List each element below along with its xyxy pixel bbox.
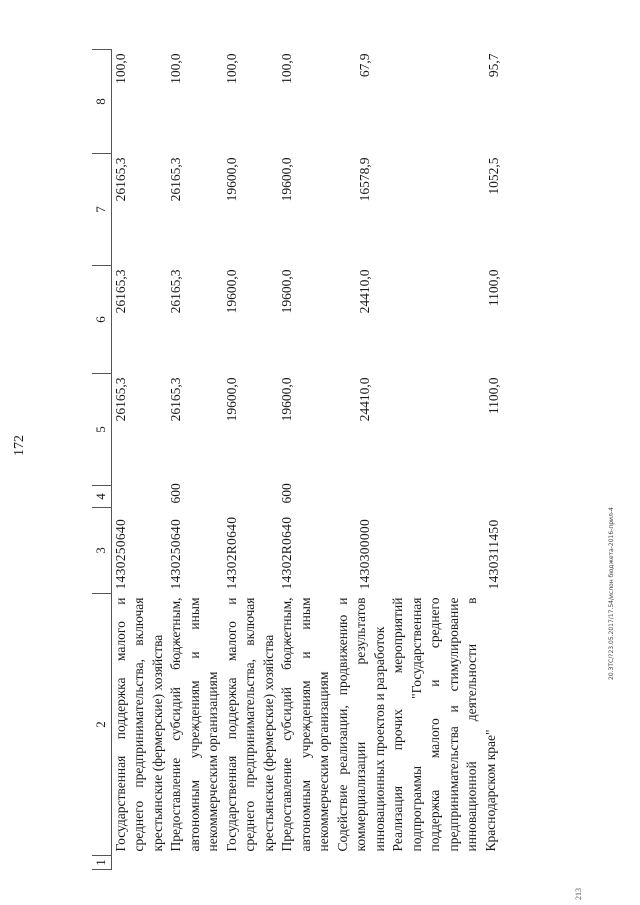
row-value-col7: 16578,9 bbox=[356, 157, 372, 202]
row-expense-type bbox=[389, 486, 504, 508]
row-value-col5: 19600,0 bbox=[279, 377, 294, 422]
row-value-col6: 1100,0 bbox=[486, 269, 501, 307]
row-value-col5: 24410,0 bbox=[356, 377, 372, 422]
row-name: Предоставление субсидий бюджетным, автономным учреждениям и иным некоммерческим организациям bbox=[279, 597, 331, 852]
row-spacer bbox=[167, 856, 223, 870]
row-value-col7: 1052,5 bbox=[486, 157, 501, 195]
row-value-col8: 95,7 bbox=[486, 53, 501, 78]
row-name: Предоставление субсидий бюджетным, автономным учреждениям и иным некоммерческим организациям bbox=[168, 597, 220, 852]
row-spacer bbox=[278, 856, 334, 870]
column-number-1: 1 bbox=[92, 856, 111, 870]
row-value-col5: 19600,0 bbox=[223, 377, 239, 422]
row-code: 1430250640 bbox=[168, 519, 183, 590]
row-value-col7: 19600,0 bbox=[279, 157, 294, 202]
row-expense-type: 600 bbox=[279, 483, 294, 504]
row-name: Государственная поддержка малого и среднего предпринимательства, включая крестьянские (фермерские) хозяйства bbox=[112, 597, 165, 852]
row-value-col6: 24410,0 bbox=[356, 269, 372, 314]
table-header-row bbox=[92, 50, 111, 870]
row-value-col8: 67,9 bbox=[356, 53, 372, 78]
table-row bbox=[334, 50, 390, 870]
table-row bbox=[167, 50, 223, 870]
row-value-col8: 100,0 bbox=[112, 53, 128, 84]
row-value-col8: 100,0 bbox=[168, 53, 183, 84]
row-name: Содействие реализации, продвижению и коммерциализации результатов инновационных проектов и разработок bbox=[334, 597, 387, 852]
footer-file-path: 20.ЗТС/?23.05.2017/17.54/ислон бюджета-2016-прил-4 bbox=[608, 507, 615, 680]
row-value-col6: 19600,0 bbox=[223, 269, 239, 314]
row-spacer bbox=[334, 856, 390, 870]
row-value-col5: 26165,3 bbox=[112, 377, 128, 422]
row-value-col6: 26165,3 bbox=[168, 269, 183, 314]
column-number-3: 3 bbox=[92, 508, 111, 594]
column-number-6: 6 bbox=[92, 266, 111, 374]
table-row bbox=[223, 50, 279, 870]
row-value-col6: 19600,0 bbox=[279, 269, 294, 314]
corner-page-mark: 213 bbox=[574, 888, 583, 900]
row-value-col7: 26165,3 bbox=[112, 157, 128, 202]
rotated-page-content bbox=[92, 50, 632, 870]
table-row bbox=[278, 50, 334, 870]
row-spacer bbox=[111, 856, 167, 870]
row-value-col8: 100,0 bbox=[279, 53, 294, 84]
row-expense-type bbox=[334, 486, 390, 508]
row-name: Реализация прочих мероприятий подпрограммы "Государственная поддержка малого и среднего предпринимательства и стимулирование инновационной деятельности в Краснодарском крае" bbox=[390, 597, 498, 852]
column-number-8: 8 bbox=[92, 50, 111, 154]
column-number-7: 7 bbox=[92, 154, 111, 266]
row-code: 14302R0640 bbox=[279, 516, 294, 590]
row-code: 1430300000 bbox=[356, 519, 372, 590]
page-number: 172 bbox=[12, 435, 27, 456]
row-code: 1430311450 bbox=[486, 519, 501, 590]
row-expense-type: 600 bbox=[168, 483, 183, 504]
row-value-col8: 100,0 bbox=[223, 53, 239, 84]
column-number-4: 4 bbox=[92, 486, 111, 508]
table-row bbox=[111, 50, 167, 870]
column-number-2: 2 bbox=[92, 594, 111, 856]
row-value-col5: 1100,0 bbox=[486, 377, 501, 415]
row-spacer bbox=[389, 856, 504, 870]
table-row bbox=[389, 50, 504, 870]
row-spacer bbox=[223, 856, 279, 870]
row-value-col6: 26165,3 bbox=[112, 269, 128, 314]
row-expense-type bbox=[223, 486, 279, 508]
row-expense-type bbox=[111, 486, 167, 508]
row-value-col7: 19600,0 bbox=[223, 157, 239, 202]
row-code: 1430250640 bbox=[112, 519, 128, 590]
row-value-col5: 26165,3 bbox=[168, 377, 183, 422]
row-code: 14302R0640 bbox=[223, 516, 239, 590]
row-value-col7: 26165,3 bbox=[168, 157, 183, 202]
row-name: Государственная поддержка малого и среднего предпринимательства, включая крестьянские (фермерские) хозяйства bbox=[223, 597, 276, 852]
column-number-5: 5 bbox=[92, 374, 111, 486]
budget-table bbox=[92, 49, 504, 870]
